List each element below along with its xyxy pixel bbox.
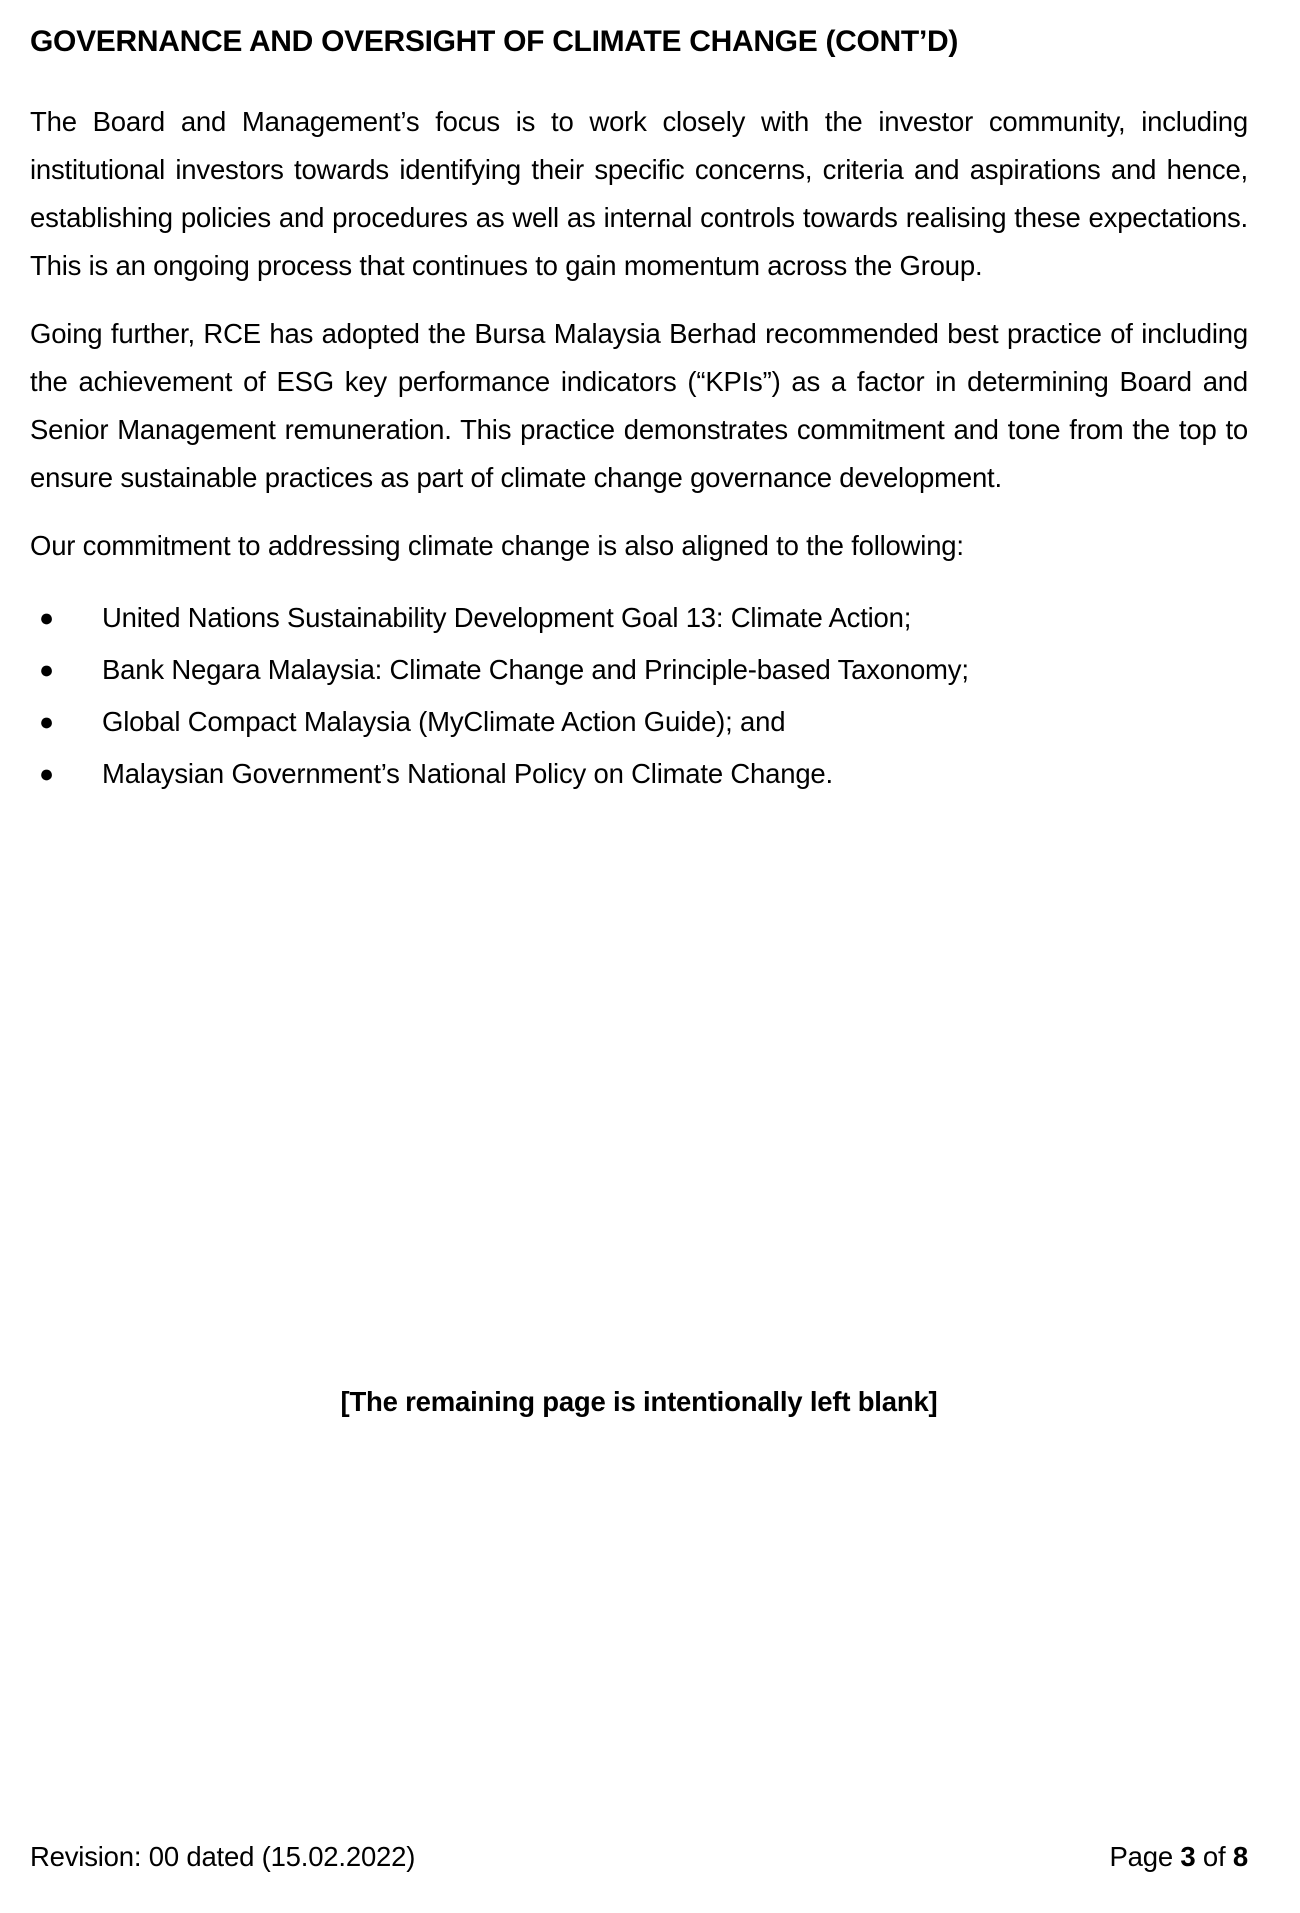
bullet-icon: ● bbox=[39, 708, 54, 736]
document-content bbox=[30, 22, 1248, 800]
list-item bbox=[30, 644, 1248, 696]
intentionally-blank-notice: [The remaining page is intentionally left blank] bbox=[340, 1386, 938, 1417]
footer-page-number: 3 bbox=[1180, 1841, 1196, 1872]
list-item-text: Global Compact Malaysia (MyClimate Action Guide); and bbox=[102, 706, 786, 737]
bullet-icon: ● bbox=[39, 760, 54, 788]
list-item-text: Bank Negara Malaysia: Climate Change and Principle-based Taxonomy; bbox=[102, 654, 969, 685]
paragraph-board-management-focus: The Board and Management’s focus is to work closely with the investor community, including institutional investors towards identifying their specific concerns, criteria and aspirations and hence, establishing policies and procedures as well as internal controls towards realising these expectations. This is an ongoing process that continues to gain momentum across the Group. bbox=[30, 106, 1248, 281]
list-item bbox=[30, 696, 1248, 748]
alignment-bullet-list bbox=[30, 592, 1248, 800]
page-footer bbox=[30, 1833, 1248, 1881]
list-item-text: United Nations Sustainability Development Goal 13: Climate Action; bbox=[102, 602, 912, 633]
footer-revision: Revision: 00 dated (15.02.2022) bbox=[30, 1841, 416, 1872]
bullet-icon: ● bbox=[39, 604, 54, 632]
footer-page-prefix: Page bbox=[1109, 1841, 1181, 1872]
list-item-text: Malaysian Government’s National Policy on Climate Change. bbox=[102, 758, 833, 789]
footer-page-middle: of bbox=[1195, 1841, 1233, 1872]
document-title: GOVERNANCE AND OVERSIGHT OF CLIMATE CHANGE (CONT’D) bbox=[30, 25, 959, 58]
list-item bbox=[30, 748, 1248, 800]
paragraph-commitment-lead-in: Our commitment to addressing climate change is also aligned to the following: bbox=[30, 530, 964, 561]
list-item bbox=[30, 592, 1248, 644]
paragraph-bursa-malaysia-practice: Going further, RCE has adopted the Bursa Malaysia Berhad recommended best practice of including the achievement of ESG key performance indicators (“KPIs”) as a factor in determining Board and Senior Management remuneration. This practice demonstrates commitment and tone from the top to ensure sustainable practices as part of climate change governance development. bbox=[30, 318, 1248, 493]
footer-page-indicator bbox=[1109, 1833, 1248, 1881]
bullet-icon: ● bbox=[39, 656, 54, 684]
footer-page-total: 8 bbox=[1232, 1841, 1248, 1872]
